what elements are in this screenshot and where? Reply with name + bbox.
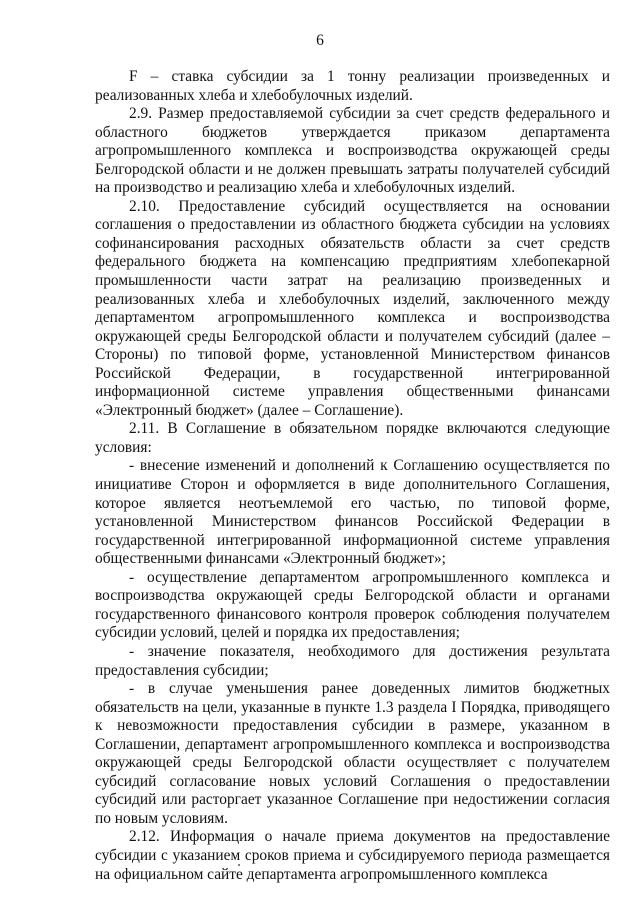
paragraph-2-9: 2.9. Размер предоставляемой субсидии за счет средств федерального и областного бюджетов утверждается приказом департамента агропромышленного комплекса и воспроизводства окружающей среды Белгородской области и не должен превышать затраты получателей субсидий на производство и реализацию хлеба и хлебобулочных изделий. xyxy=(95,105,610,197)
paragraph-2-10: 2.10. Предоставление субсидий осуществляется на основании соглашения о предоставлении из областного бюджета субсидии на условиях софинансирования расходных обязательств области за счет средств федерального бюджета на компенсацию предприятиям хлебопекарной промышленности части затрат на реализацию произведенных и реализованных хлеба и хлебобулочных изделий, заключенного между департаментом агропромышленного комплекса и воспроизводства окружающей среды Белгородской области и получателем субсидий (далее – Стороны) по типовой форме, установленной Министерством финансов Российской Федерации, в государственной интегрированной информационной системе управления общественными финансами «Электронный бюджет» (далее – Соглашение). xyxy=(95,197,610,419)
paragraph-2-12: 2.12. Информация о начале приема документов на предоставление субсидии с указанием сроков приема и субсидируемого периода размещается на официальном сайте департамента агропромышленного комплекса xyxy=(95,828,610,883)
paragraph-rate-definition: F – ставка субсидии за 1 тонну реализации произведенных и реализованных хлеба и хлебобулочных изделий. xyxy=(95,68,610,104)
paragraph-2-11: 2.11. В Соглашение в обязательном порядке включаются следующие условия: xyxy=(95,420,610,456)
list-item-amendments: - внесение изменений и дополнений к Соглашению осуществляется по инициативе Сторон и оформляется в виде дополнительного Соглашения, которое является неотъемлемой его частью, по типовой форме, установленной Министерством финансов Российской Федерации в государственной интегрированной информационной системе управления общественными финансами «Электронный бюджет»; xyxy=(95,457,610,568)
scan-speck xyxy=(238,864,240,866)
list-item-control: - осуществление департаментом агропромышленного комплекса и воспроизводства окружающей среды Белгородской области и органами государственного финансового контроля проверок соблюдения получателем субсидии условий, целей и порядка их предоставления; xyxy=(95,568,610,642)
page-number: 6 xyxy=(316,32,324,49)
list-item-indicator: - значение показателя, необходимого для достижения результата предоставления субсидии; xyxy=(95,642,610,679)
list-item-limits: - в случае уменьшения ранее доведенных лимитов бюджетных обязательств на цели, указанные в пункте 1.3 раздела I Порядка, приводящего к невозможности предоставления субсидии в размере, указанном в Соглашении, департамент агропромышленного комплекса и воспроизводства окружающей среды Белгородской области осуществляет с получателем субсидий согласование новых условий Соглашения о предоставлении субсидий или расторгает указанное Соглашение при недостижении согласия по новым условиям. xyxy=(95,680,610,827)
document-body xyxy=(95,68,610,884)
